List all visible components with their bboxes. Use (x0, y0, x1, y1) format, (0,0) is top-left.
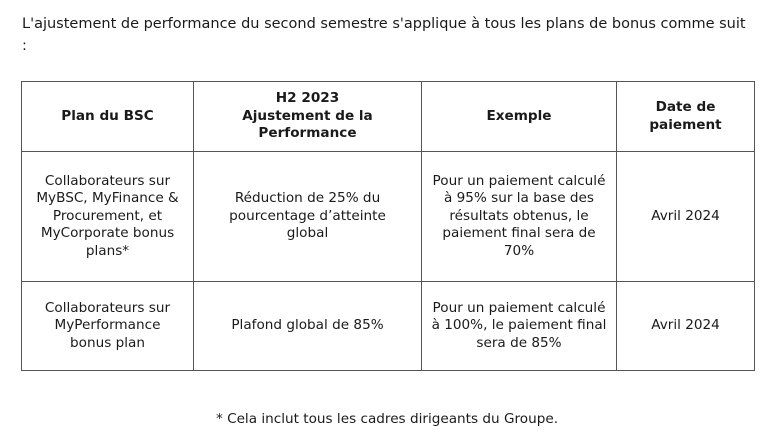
cell-example: Pour un paiement calculé à 100%, le paiement final sera de 85% (422, 282, 617, 371)
header-adjustment-period: H2 2023 (275, 90, 340, 107)
cell-example: Pour un paiement calculé à 95% sur la base des résultats obtenus, le paiement final sera de 70% (422, 152, 617, 282)
header-adjustment (194, 82, 422, 152)
header-payment-date: Date de paiement (617, 82, 755, 152)
bonus-adjustment-table (21, 81, 755, 371)
table-row (22, 282, 755, 371)
cell-adjustment: Réduction de 25% du pourcentage d’atteinte global (194, 152, 422, 282)
table-header-row (22, 82, 755, 152)
cell-adjustment: Plafond global de 85% (194, 282, 422, 371)
footnote: * Cela inclut tous les cadres dirigeants du Groupe. (215, 411, 559, 427)
header-plan: Plan du BSC (22, 82, 194, 152)
cell-payment-date: Avril 2024 (617, 282, 755, 371)
header-adjustment-label: Ajustement de la Performance (242, 107, 373, 142)
cell-plan: Collaborateurs sur MyPerformance bonus plan (22, 282, 194, 371)
intro-text: L'ajustement de performance du second semestre s'applique à tous les plans de bonus comme suit : (22, 16, 746, 54)
table-row (22, 152, 755, 282)
cell-payment-date: Avril 2024 (617, 152, 755, 282)
header-example: Exemple (422, 82, 617, 152)
cell-plan: Collaborateurs sur MyBSC, MyFinance & Procurement, et MyCorporate bonus plans* (22, 152, 194, 282)
